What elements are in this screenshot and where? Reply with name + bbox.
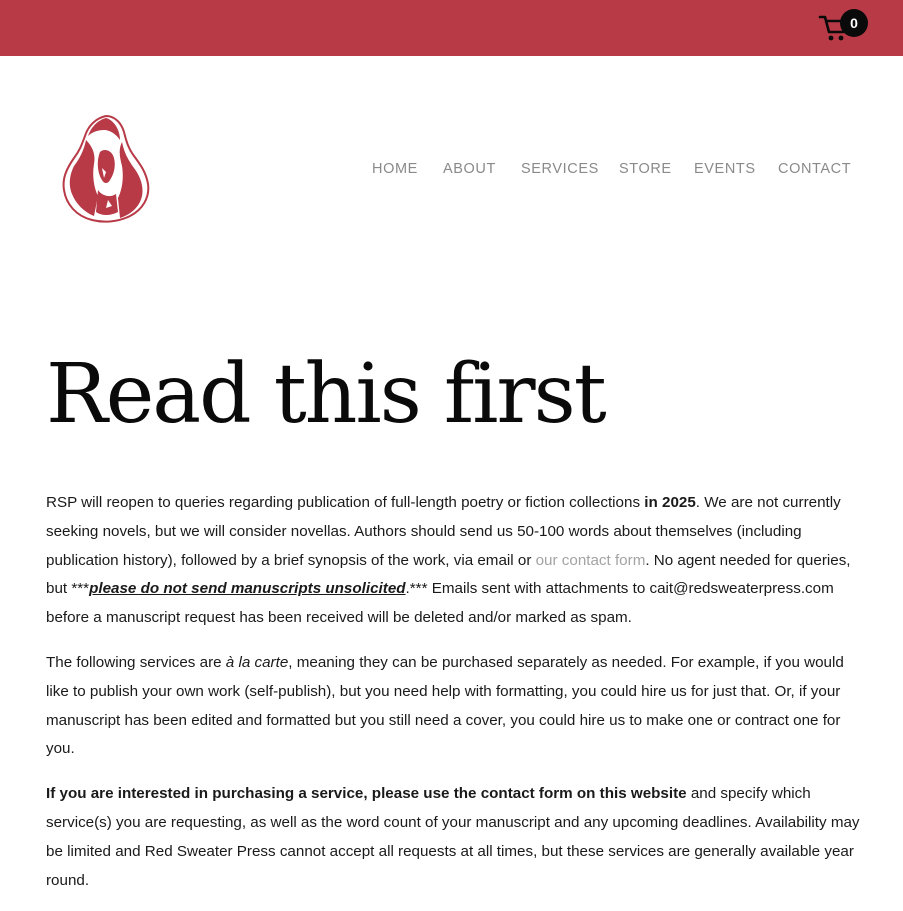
main-content — [46, 489, 861, 911]
paragraph-queries: RSP will reopen to queries regarding publication of full-length poetry or fiction collections in 2025. We are not currently seeking novels, but we will consider novellas. Authors should send us 50-100 words about themselves (including publication history), followed by a brief synopsis of the work, via email or our contact form. No agent needed for queries, but ***please do not send manuscripts unsolicited.*** Emails sent with attachments to cait@redsweaterpress.com before a manuscript request has been received will be deleted and/or marked as spam. — [46, 494, 851, 627]
nav-item-about[interactable]: ABOUT — [443, 161, 496, 177]
nav-item-events[interactable]: EVENTS — [694, 161, 756, 177]
red-hooded-figure-logo — [58, 112, 154, 226]
contact-form-link[interactable]: our contact form — [535, 551, 646, 569]
paragraph-services: The following services are à la carte, meaning they can be purchased separately as needed. For example, if you would like to publish your own work (self-publish), but you need help with formatting, you could hire us for just that. Or, if your manuscript has been edited and formatted but you still need a cover, you could hire us to make one or contract one for you. — [46, 653, 844, 758]
nav-item-store[interactable]: STORE — [619, 161, 672, 177]
page-title: Read this first — [46, 347, 605, 442]
top-bar — [0, 0, 903, 56]
nav-item-home[interactable]: HOME — [372, 161, 418, 177]
cart-count-badge: 0 — [840, 9, 868, 37]
paragraph-purchase: If you are interested in purchasing a service, please use the contact form on this website and specify which service(s) you are requesting, as well as the word count of your manuscript and any upcoming deadlines. Availability may be limited and Red Sweater Press cannot accept all requests at all times, but these services are generally available year round. — [46, 785, 860, 889]
nav-item-contact[interactable]: CONTACT — [778, 161, 852, 177]
nav-item-services[interactable]: SERVICES — [521, 161, 599, 177]
no-unsolicited-warning: please do not send manuscripts unsolicited — [89, 580, 406, 598]
site-logo[interactable] — [58, 112, 154, 226]
